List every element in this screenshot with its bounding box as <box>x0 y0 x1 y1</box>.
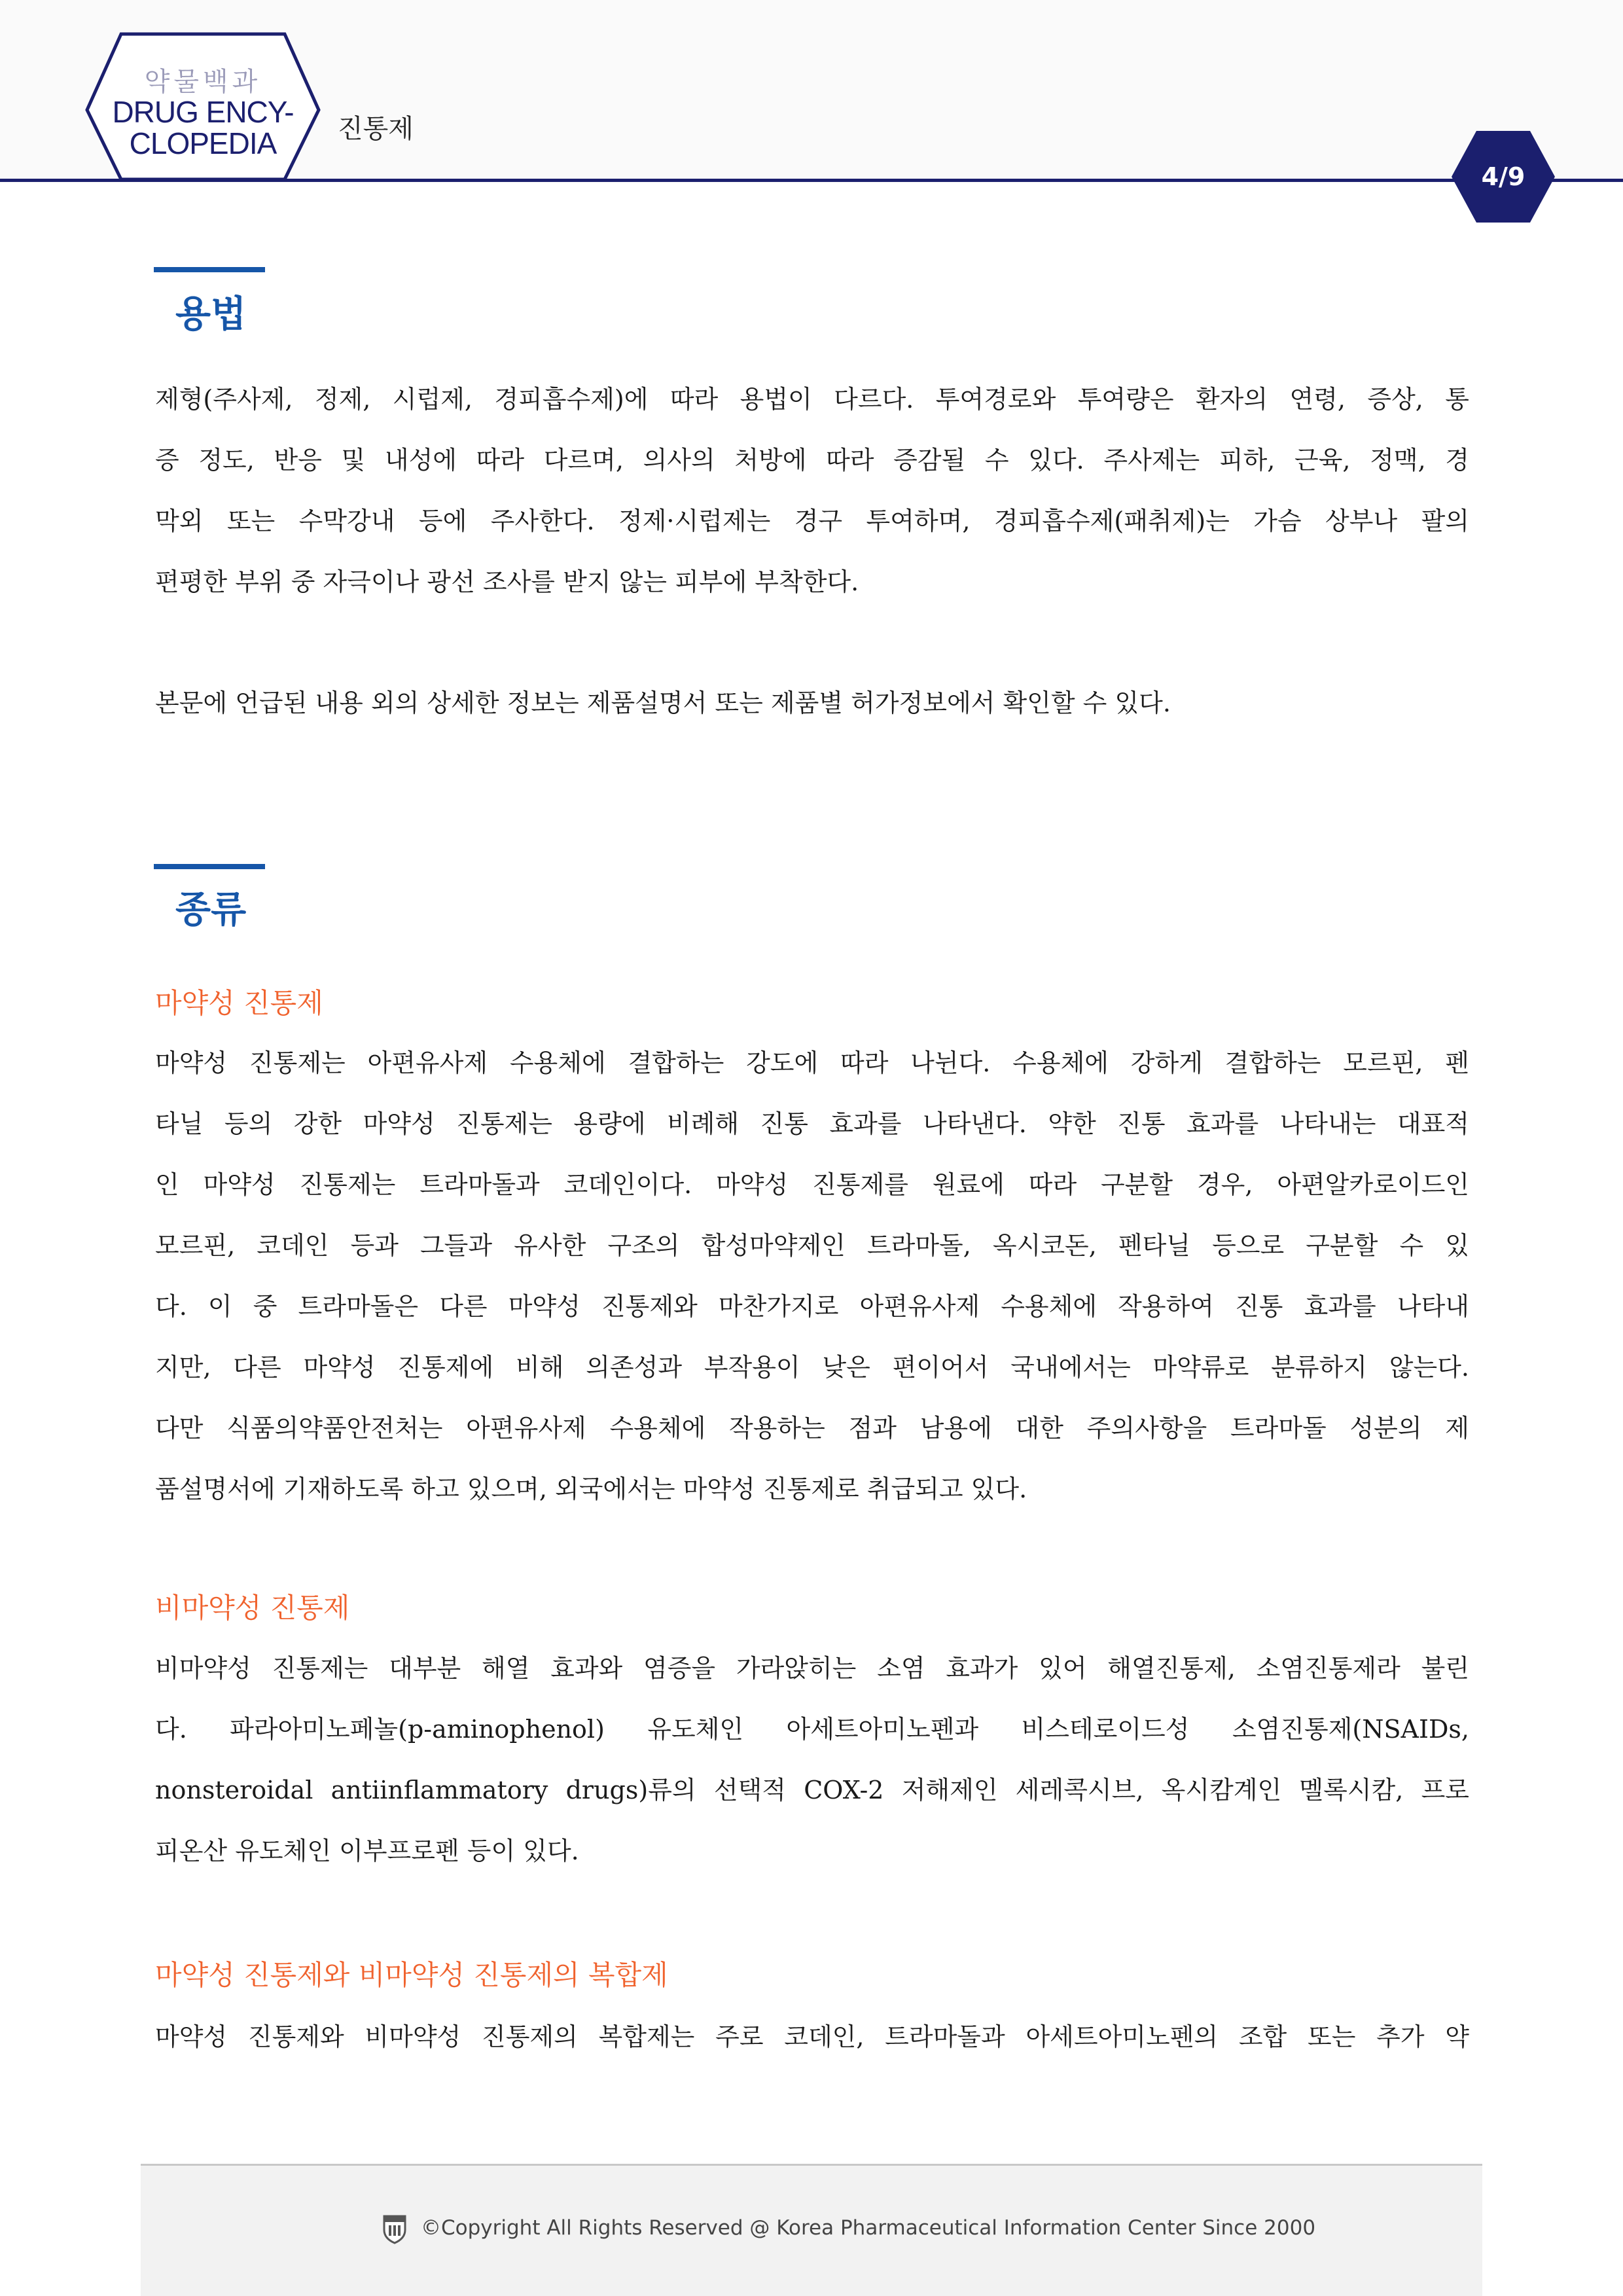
text-line: 지만, 다른 마약성 진통제에 비해 의존성과 부작용이 낮은 편이어서 국내에서는 마약류로 분류하지 않는다. <box>155 1353 1469 1382</box>
kpic-shield-icon <box>382 2214 408 2244</box>
text-line: 증 정도, 반응 및 내성에 따라 다르며, 의사의 처방에 따라 증감될 수 있다. 주사제는 피하, 근육, 정맥, 경 <box>155 446 1469 475</box>
text-line: nonsteroidal antiinflammatory drugs)류의 선택적 COX-2 저해제인 세레콕시브, 옥시캄계인 멜록시캄, 프로 <box>155 1776 1469 1804</box>
logo-english-line1: DRUG ENCY- <box>112 95 294 129</box>
opioid-subheading: 마약성 진통제 <box>155 987 323 1019</box>
text-line: 제형(주사제, 정제, 시럽제, 경피흡수제)에 따라 용법이 다르다. 투여경로와 투여량은 환자의 연령, 증상, 통 <box>155 385 1469 414</box>
text-line: 모르핀, 코데인 등과 그들과 유사한 구조의 합성마약제인 트라마돌, 옥시코돈, 펜타닐 등으로 구분할 수 있 <box>155 1231 1469 1260</box>
footer-divider <box>141 2164 1482 2166</box>
page-number: 4/9 <box>1481 162 1525 191</box>
text-line: 품설명서에 기재하도록 하고 있으며, 외국에서는 마약성 진통제로 취급되고 있다. <box>155 1475 1027 1503</box>
text-line: 타닐 등의 강한 마약성 진통제는 용량에 비례해 진통 효과를 나타낸다. 약한 진통 효과를 나타내는 대표적 <box>155 1109 1469 1138</box>
text-line: 다. 파라아미노페놀(p-aminophenol) 유도체인 아세트아미노펜과 비스테로이드성 소염진통제(NSAIDs, <box>155 1715 1469 1744</box>
combination-subheading: 마약성 진통제와 비마약성 진통제의 복합제 <box>155 1959 668 1991</box>
text-line: 마약성 진통제는 아편유사제 수용체에 결합하는 강도에 따라 나뉜다. 수용체에 강하게 결합하는 모르핀, 펜 <box>155 1049 1469 1077</box>
drug-encyclopedia-logo <box>82 31 324 182</box>
document-title: 진통제 <box>338 114 414 144</box>
usage-paragraph <box>155 369 1469 613</box>
text-line: 다. 이 중 트라마돌은 다른 마약성 진통제와 마찬가지로 아편유사제 수용체에 작용하여 진통 효과를 나타내 <box>155 1292 1469 1321</box>
combination-paragraph <box>155 2007 1469 2068</box>
text-line: 다만 식품의약품안전처는 아편유사제 수용체에 작용하는 점과 남용에 대한 주의사항을 트라마돌 성분의 제 <box>155 1414 1469 1443</box>
opioid-paragraph <box>155 1033 1469 1520</box>
types-heading-bar <box>154 864 265 869</box>
usage-note-paragraph <box>155 673 1469 734</box>
text-line: 인 마약성 진통제는 트라마돌과 코데인이다. 마약성 진통제를 원료에 따라 구분할 경우, 아편알카로이드인 <box>155 1170 1469 1199</box>
non-opioid-subheading: 비마약성 진통제 <box>155 1592 350 1624</box>
text-line: 본문에 언급된 내용 외의 상세한 정보는 제품설명서 또는 제품별 허가정보에서 확인할 수 있다. <box>155 689 1171 717</box>
text-line: 마약성 진통제와 비마약성 진통제의 복합제는 주로 코데인, 트라마돌과 아세트아미노펜의 조합 또는 추가 약 <box>155 2022 1469 2051</box>
page-number-badge <box>1452 131 1555 223</box>
text-line: 피온산 유도체인 이부프로펜 등이 있다. <box>155 1837 579 1865</box>
text-line: 비마약성 진통제는 대부분 해열 효과와 염증을 가라앉히는 소염 효과가 있어 해열진통제, 소염진통제라 불린 <box>155 1654 1469 1683</box>
logo-english-line2: CLOPEDIA <box>129 126 277 160</box>
usage-heading-bar <box>154 267 265 272</box>
non-opioid-paragraph <box>155 1638 1469 1882</box>
types-heading: 종류 <box>175 889 247 931</box>
usage-heading: 용법 <box>175 293 247 336</box>
text-line: 막외 또는 수막강내 등에 주사한다. 정제·시럽제는 경구 투여하며, 경피흡수제(패취제)는 가슴 상부나 팔의 <box>155 507 1469 535</box>
copyright-text: ©Copyright All Rights Reserved @ Korea Pharmaceutical Information Center Since 2000 <box>421 2216 1316 2240</box>
logo-korean-text: 약물백과 <box>144 67 262 97</box>
text-line: 편평한 부위 중 자극이나 광선 조사를 받지 않는 피부에 부착한다. <box>155 567 859 596</box>
